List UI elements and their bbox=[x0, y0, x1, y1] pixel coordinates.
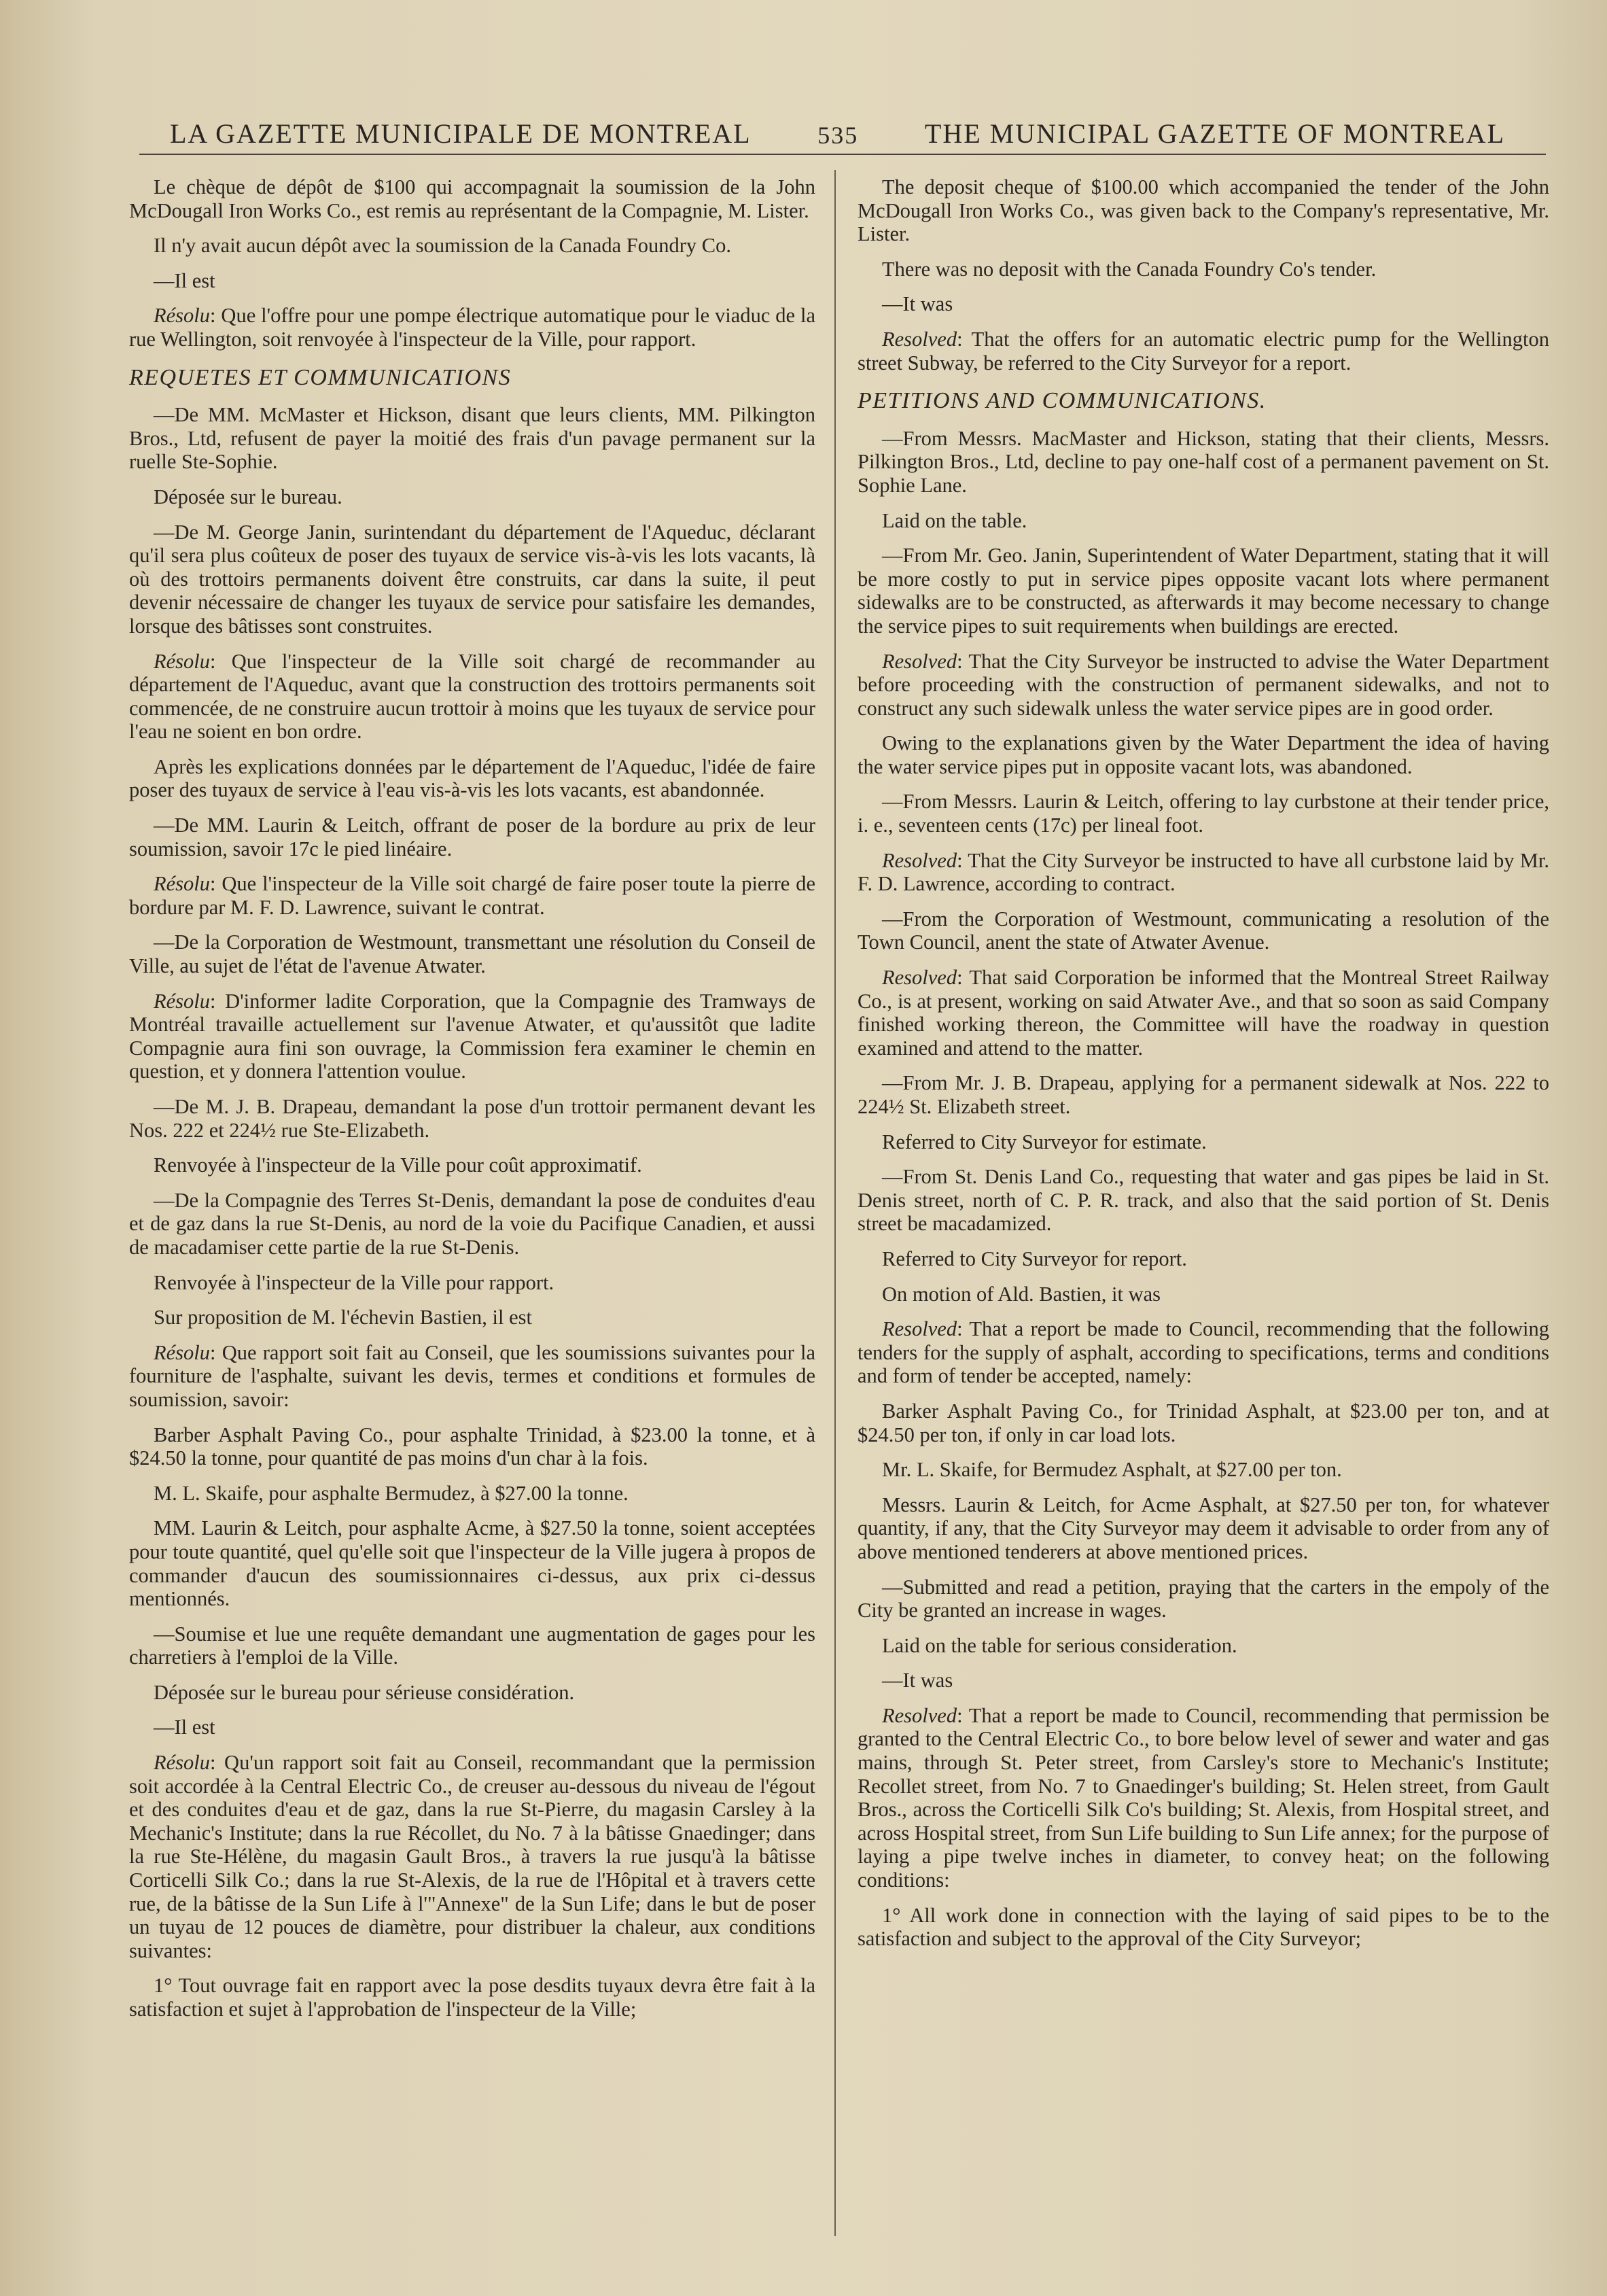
resolution bbox=[129, 872, 815, 919]
paragraph: Barber Asphalt Paving Co., pour asphalte Trinidad, à $23.00 la tonne, et à $24.50 la tonne, pour quantité de pas moins d'un char à la fois. bbox=[129, 1423, 815, 1470]
resolution-text: : That the offers for an automatic electric pump for the Wellington street Subway, be referred to the City Surveyor for a report. bbox=[858, 327, 1549, 375]
resolution-label: Resolved bbox=[882, 649, 957, 673]
paragraph: —From Mr. Geo. Janin, Superintendent of Water Department, stating that it will be more costly to put in service pipes opposite vacant lots where permanent sidewalks are to be constructed, as afterwards it may become necessary to change the service pipes to suit requirements when buildings are erected. bbox=[858, 544, 1549, 638]
paragraph: —It was bbox=[882, 1669, 953, 1692]
paragraph: Messrs. Laurin & Leitch, for Acme Asphalt, at $27.50 per ton, for whatever quantity, if any, that the City Surveyor may deem it advisable to order from any of above mentioned tenderers at above mentioned prices. bbox=[858, 1493, 1549, 1563]
paragraph: 1° Tout ouvrage fait en rapport avec la pose desdits tuyaux devra être fait à la satisfaction et sujet à l'approbation de l'inspecteur de la Ville; bbox=[129, 1974, 815, 2021]
paragraph: The deposit cheque of $100.00 which accompanied the tender of the John McDougall Iron Works Co., was given back to the Company's representative, Mr. Lister. bbox=[858, 175, 1549, 246]
resolution bbox=[129, 304, 815, 351]
paragraph: —From St. Denis Land Co., requesting that water and gas pipes be laid in St. Denis street, north of C. P. R. track, and also that the said portion of St. Denis street be macadamized. bbox=[858, 1165, 1549, 1236]
paragraph: Renvoyée à l'inspecteur de la Ville pour coût approximatif. bbox=[154, 1153, 642, 1177]
paragraph: —De la Compagnie des Terres St-Denis, demandant la pose de conduites d'eau et de gaz dans la rue St-Denis, au nord de la voie du Pacifique Canadien, et aussi de macadamiser cette partie de la rue St-Denis. bbox=[129, 1188, 815, 1259]
resolution-label: Résolu bbox=[154, 872, 211, 896]
header-english-title: THE MUNICIPAL GAZETTE OF MONTREAL bbox=[924, 118, 1505, 149]
paragraph: On motion of Ald. Bastien, it was bbox=[882, 1282, 1161, 1306]
resolution bbox=[858, 328, 1549, 375]
resolution-text: : D'informer ladite Corporation, que la Compagnie des Tramways de Montréal travaille actuellement sur l'avenue Atwater, et qu'aussitôt que ladite Compagnie aura fini son ouvrage, la Commission fera examiner le chemin en question, et y donnera l'attention voulue. bbox=[129, 989, 815, 1083]
paragraph: Laid on the table. bbox=[882, 508, 1027, 532]
paragraph: —De M. J. B. Drapeau, demandant la pose d'un trottoir permanent devant les Nos. 222 et 224½ rue Ste-Elizabeth. bbox=[129, 1095, 815, 1142]
resolution-label: Resolved bbox=[882, 966, 957, 990]
resolution-text: : Que l'inspecteur de la Ville soit chargé de faire poser toute la pierre de bordure par M. F. D. Lawrence, suivant le contrat. bbox=[129, 872, 815, 919]
resolution-label: Résolu bbox=[154, 989, 211, 1013]
resolution-text: : That the City Surveyor be instructed to have all curbstone laid by Mr. F. D. Lawrence, according to contract. bbox=[858, 848, 1549, 896]
paragraph: —From the Corporation of Westmount, communicating a resolution of the Town Council, anent the state of Atwater Avenue. bbox=[858, 907, 1549, 954]
paragraph: There was no deposit with the Canada Foundry Co's tender. bbox=[882, 257, 1377, 281]
paragraph: Après les explications données par le département de l'Aqueduc, l'idée de faire poser des tuyaux de service à l'eau vis-à-vis les lots vacants, est abandonnée. bbox=[129, 754, 815, 802]
section-heading: PETITIONS AND COMMUNICATIONS. bbox=[858, 388, 1267, 414]
resolution-text: : That a report be made to Council, recommending that the following tenders for the supply of asphalt, according to specifications, terms and conditions and form of tender be accepted, namely: bbox=[858, 1317, 1549, 1388]
resolution bbox=[129, 1341, 815, 1412]
resolution bbox=[858, 650, 1549, 720]
paragraph: —De M. George Janin, surintendant du département de l'Aqueduc, déclarant qu'il sera plus coûteux de poser des tuyaux de service vis-à-vis les lots vacants, là où des trottoirs permanents doivent être construits, car dans la suite, il peut devenir nécessaire de changer les tuyaux de service pour satisfaire les demandes, lorsque des bâtisses sont construites. bbox=[129, 520, 815, 638]
paragraph: Sur proposition de M. l'échevin Bastien, il est bbox=[154, 1306, 532, 1329]
resolution-label: Résolu bbox=[154, 1340, 211, 1364]
resolution-label: Résolu bbox=[154, 1751, 211, 1775]
running-header bbox=[170, 109, 1505, 150]
paragraph: —From Mr. J. B. Drapeau, applying for a permanent sidewalk at Nos. 222 to 224½ St. Elizabeth street. bbox=[858, 1071, 1549, 1118]
resolution-text: : Qu'un rapport soit fait au Conseil, recommandant que la permission soit accordée à la Central Electric Co., de creuser au-dessous du niveau de l'égout et des conduites d'eau et de gaz, dans la rue St-Pierre, du magasin Carsley à la Mechanic's Institute; dans la rue Récollet, du No. 7 à la bâtisse Gnaedinger; dans la rue Ste-Hélène, du magasin Gault Bros., à travers la rue jusqu'à la bâtisse Corticelli Silk Co.; dans la rue St-Alexis, de la rue de l'Hôpital et à travers cette rue, de la bâtisse de la Sun Life à l'"Annexe" de la Sun Life; dans le but de poser un tuyau de 12 pouces de diamètre, pour distribuer la chaleur, aux conditions suivantes: bbox=[129, 1751, 815, 1962]
english-column bbox=[858, 175, 1549, 1962]
paragraph: —Il est bbox=[154, 268, 215, 292]
column-divider bbox=[834, 170, 836, 2236]
paragraph: Laid on the table for serious consideration. bbox=[882, 1633, 1237, 1657]
section-heading: REQUETES ET COMMUNICATIONS bbox=[129, 364, 512, 390]
paragraph: 1° All work done in connection with the laying of said pipes to be to the satisfaction and subject to the approval of the City Surveyor; bbox=[858, 1903, 1549, 1951]
paragraph: Referred to City Surveyor for report. bbox=[882, 1247, 1187, 1270]
paragraph: —From Messrs. MacMaster and Hickson, stating that their clients, Messrs. Pilkington Bros., Ltd, decline to pay one-half cost of a permanent pavement on St. Sophie Lane. bbox=[858, 426, 1549, 497]
resolution-label: Resolved bbox=[882, 1703, 957, 1727]
header-rule bbox=[139, 154, 1546, 155]
paragraph: —From Messrs. Laurin & Leitch, offering to lay curbstone at their tender price, i. e., seventeen cents (17c) per lineal foot. bbox=[858, 790, 1549, 837]
french-column bbox=[129, 175, 815, 2033]
resolution-label: Resolved bbox=[882, 848, 957, 872]
paragraph: MM. Laurin & Leitch, pour asphalte Acme, à $27.50 la tonne, soient acceptées pour toute quantité, quel qu'elle soit que l'inspecteur de la Ville jugera à propos de commander d'aucun des soumissionnaires ci-dessus, aux prix ci-dessus mentionnés. bbox=[129, 1516, 815, 1611]
paragraph: Déposée sur le bureau. bbox=[154, 485, 342, 508]
paragraph: M. L. Skaife, pour asphalte Bermudez, à $27.00 la tonne. bbox=[154, 1481, 629, 1505]
resolution bbox=[858, 966, 1549, 1060]
resolution bbox=[858, 1704, 1549, 1892]
paragraph: —De MM. McMaster et Hickson, disant que leurs clients, MM. Pilkington Bros., Ltd, refusent de payer la moitié des frais d'un pavage permanent sur la ruelle Ste-Sophie. bbox=[129, 403, 815, 474]
resolution-label: Résolu bbox=[154, 649, 211, 673]
resolution bbox=[858, 1317, 1549, 1388]
paragraph: Il n'y avait aucun dépôt avec la soumission de la Canada Foundry Co. bbox=[154, 234, 731, 258]
resolution bbox=[858, 849, 1549, 896]
paragraph: —It was bbox=[882, 292, 953, 316]
resolution-text: : Que l'offre pour une pompe électrique automatique pour le viaduc de la rue Wellington, soit renvoyée à l'inspecteur de la Ville, pour rapport. bbox=[129, 304, 815, 351]
paragraph: Renvoyée à l'inspecteur de la Ville pour rapport. bbox=[154, 1270, 554, 1294]
resolution bbox=[129, 990, 815, 1083]
paragraph: Déposée sur le bureau pour sérieuse considération. bbox=[154, 1680, 575, 1704]
resolution-text: : That said Corporation be informed that the Montreal Street Railway Co., is at present, working on said Atwater Ave., and that so soon as said Company finished working thereon, the Committee will have the roadway in question examined and attend to the matter. bbox=[858, 966, 1549, 1060]
paragraph: —De la Corporation de Westmount, transmettant une résolution du Conseil de Ville, au sujet de l'état de l'avenue Atwater. bbox=[129, 930, 815, 978]
paragraph: Barker Asphalt Paving Co., for Trinidad Asphalt, at $23.00 per ton, and at $24.50 per ton, if only in car load lots. bbox=[858, 1399, 1549, 1446]
paragraph: Referred to City Surveyor for estimate. bbox=[882, 1130, 1207, 1153]
resolution bbox=[129, 1751, 815, 1962]
paragraph: Le chèque de dépôt de $100 qui accompagnait la soumission de la John McDougall Iron Works Co., est remis au représentant de la Compagnie, M. Lister. bbox=[129, 175, 815, 222]
paragraph: —De MM. Laurin & Leitch, offrant de poser de la bordure au prix de leur soumission, savoir 17c le pied linéaire. bbox=[129, 814, 815, 860]
resolution bbox=[129, 650, 815, 744]
paragraph: —Il est bbox=[154, 1716, 215, 1739]
resolution-text: : That a report be made to Council, recommending that permission be granted to the Central Electric Co., to bore below level of sewer and water and gas mains, through St. Peter street, from Carsley's store to Mechanic's Institute; Recollet street, from No. 7 to Gnaedinger's building; St. Helen street, from Gault Bros., across the Corticelli Silk Co's building; St. Alexis, from Hospital street, and across Hospital street, from Sun Life building to Sun Life annex; for the purpose of laying a pipe twelve inches in diameter, to convey heat; on the following conditions: bbox=[858, 1703, 1549, 1892]
paragraph: —Soumise et lue une requête demandant une augmentation de gages pour les charretiers à l'emploi de la Ville. bbox=[129, 1622, 815, 1669]
paragraph: Mr. L. Skaife, for Bermudez Asphalt, at $27.00 per ton. bbox=[882, 1458, 1342, 1482]
resolution-label: Resolved bbox=[882, 1317, 957, 1341]
resolution-text: : Que rapport soit fait au Conseil, que les soumissions suivantes pour la fourniture de l'asphalte, suivant les devis, termes et conditions et formules de soumission, savoir: bbox=[129, 1340, 815, 1411]
resolution-label: Résolu bbox=[154, 304, 211, 328]
resolution-label: Resolved bbox=[882, 327, 957, 351]
page-number: 535 bbox=[817, 122, 859, 149]
paragraph: Owing to the explanations given by the Water Department the idea of having the water service pipes put in opposite vacant lots, was abandoned. bbox=[858, 731, 1549, 778]
header-french-title: LA GAZETTE MUNICIPALE DE MONTREAL bbox=[170, 118, 752, 149]
paragraph: —Submitted and read a petition, praying that the carters in the empoly of the City be granted an increase in wages. bbox=[858, 1575, 1549, 1622]
resolution-text: : That the City Surveyor be instructed to advise the Water Department before proceeding with the construction of permanent sidewalks, and not to construct any such sidewalk unless the water service pipes are in good order. bbox=[858, 649, 1549, 720]
resolution-text: : Que l'inspecteur de la Ville soit chargé de recommander au département de l'Aqueduc, avant que la construction des trottoirs permanents soit commencée, de ne construire aucun trottoir à moins que les tuyaux de service pour l'eau ne soient en bon ordre. bbox=[129, 649, 815, 744]
